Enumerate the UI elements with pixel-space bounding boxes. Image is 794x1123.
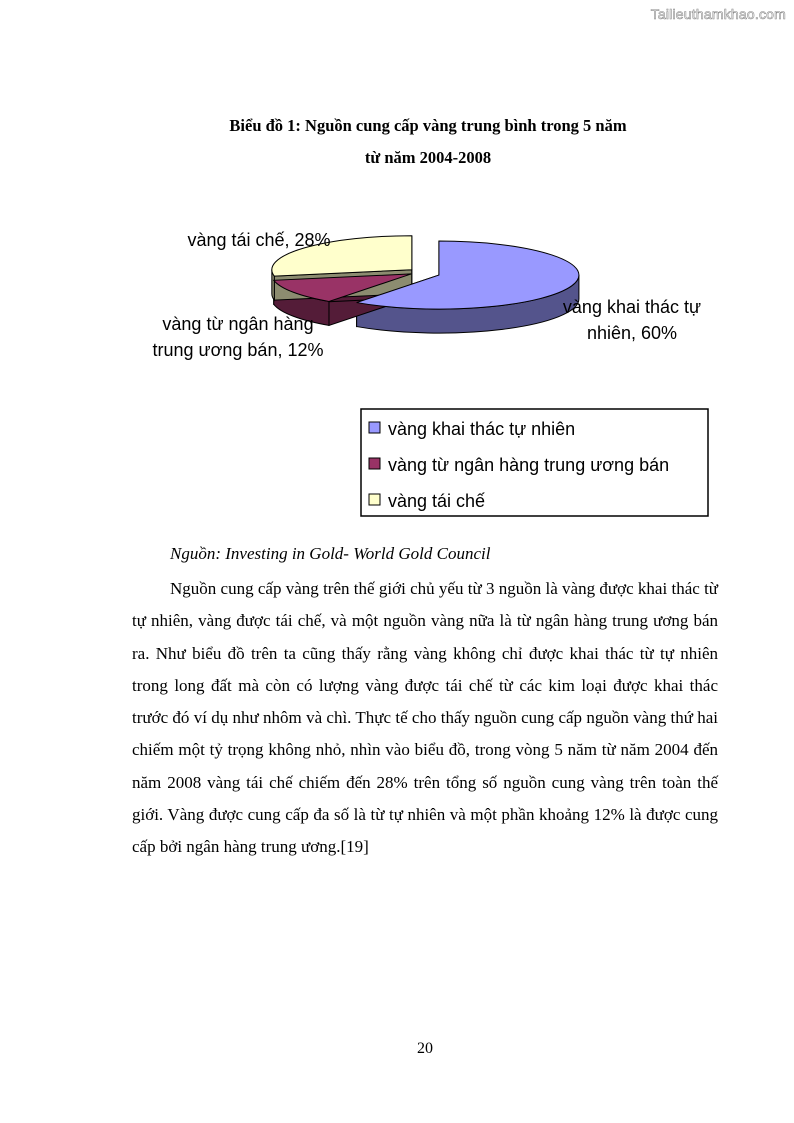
legend-swatch-2 xyxy=(369,494,380,505)
legend-swatch-0 xyxy=(369,422,380,433)
legend-label-0: vàng khai thác tự nhiên xyxy=(388,419,576,439)
chart-title-line-2: từ năm 2004-2008 xyxy=(364,148,492,167)
legend-swatch-1 xyxy=(369,458,380,469)
data-label-1: vàng từ ngân hàng trung ương bán, 12% xyxy=(152,314,324,360)
data-label-0: vàng khai thác tự nhiên, 60% xyxy=(562,297,702,343)
source-citation: Nguồn: Investing in Gold- World Gold Council xyxy=(170,544,491,563)
pie-slices xyxy=(272,236,579,333)
chart-legend xyxy=(361,409,708,516)
legend-label-2: vàng tái chế xyxy=(388,491,486,511)
page-number: 20 xyxy=(417,1040,433,1057)
pie-chart xyxy=(0,0,794,530)
legend-label-1: vàng từ ngân hàng trung ương bán xyxy=(388,455,670,475)
chart-title-line-1: Biểu đồ 1: Nguồn cung cấp vàng trung bình trong 5 năm xyxy=(229,116,627,135)
body-paragraph: Nguồn cung cấp vàng trên thế giới chủ yếu từ 3 nguồn là vàng được khai thác từ tự nhiên, vàng được tái chế, và một nguồn vàng nữa là từ ngân hàng trung ương bán ra. Như biểu đồ trên ta cũng thấy rằng vàng không chỉ được khai thác từ tự nhiên trong long đất mà còn có lượng vàng được tái chế từ các kim loại được khai thác trước đó ví dụ như nhôm và chì. Thực tế cho thấy nguồn cung cấp nguồn vàng thứ hai chiếm một tỷ trọng không nhỏ, nhìn vào biểu đồ, trong vòng 5 năm từ năm 2004 đến năm 2008 vàng tái chế chiếm đến 28% trên tổng số nguồn cung vàng trên toàn thế giới. Vàng được cung cấp đa số là từ tự nhiên và một phần khoảng 12% là được cung cấp bởi ngân hàng trung ương.[19] xyxy=(132,579,718,857)
watermark: Tailieuthamkhao.com xyxy=(650,6,786,22)
data-label-2: vàng tái chế, 28% xyxy=(187,230,331,250)
